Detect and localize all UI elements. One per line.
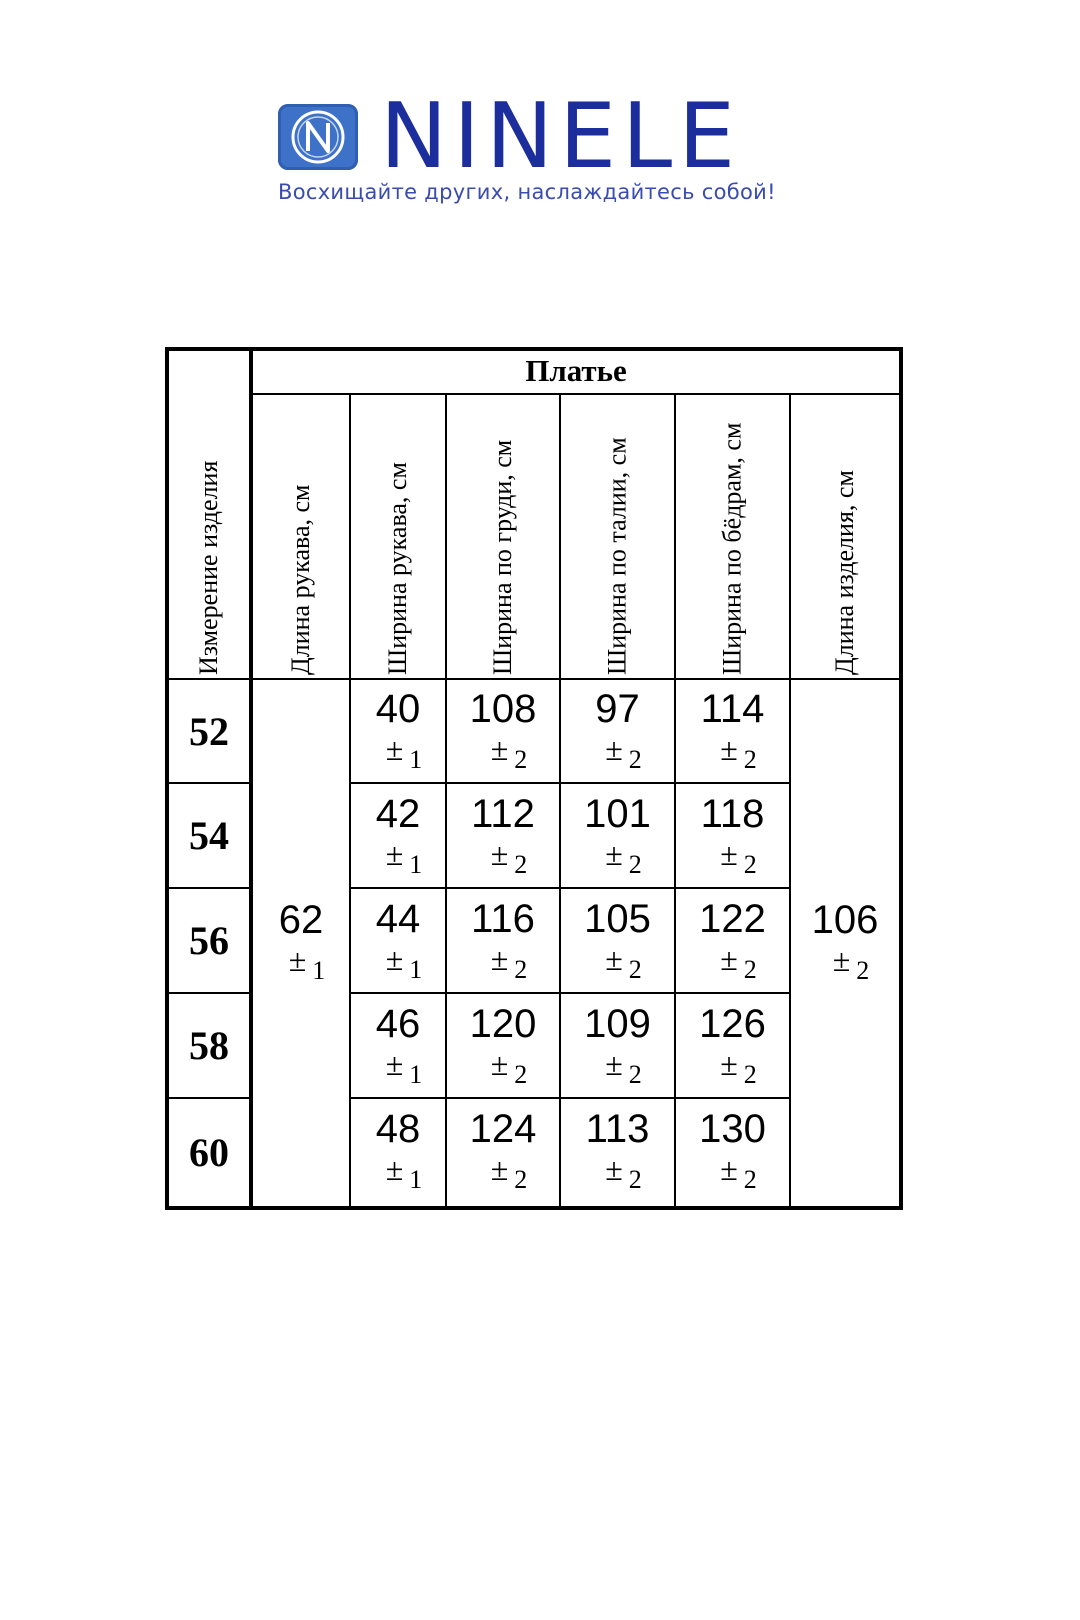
table-cell — [351, 1002, 445, 1089]
plus-minus-sign: ± — [720, 1151, 738, 1187]
table-cell — [351, 792, 445, 879]
table-cell — [351, 1107, 445, 1194]
value-number: 112 — [471, 792, 535, 836]
plus-minus-sign: ± — [605, 731, 623, 767]
tolerance-number: 2 — [743, 745, 757, 774]
plus-minus-sign: ± — [720, 941, 738, 977]
value-number: 62 — [278, 898, 324, 942]
brand-name: NINELE — [380, 84, 742, 189]
size-chart-table — [165, 347, 903, 1210]
sleeve-length-value — [253, 898, 349, 985]
tolerance-number: 1 — [409, 850, 423, 879]
plus-minus-sign: ± — [605, 1151, 623, 1187]
tolerance-number: 1 — [409, 745, 423, 774]
value-tolerance — [351, 835, 445, 879]
value-tolerance — [561, 835, 674, 879]
plus-minus-sign: ± — [832, 942, 851, 978]
plus-minus-sign: ± — [490, 836, 509, 872]
size-label: 58 — [189, 1023, 229, 1068]
tolerance-number: 2 — [628, 1060, 642, 1089]
table-cell — [351, 897, 445, 984]
table-cell — [676, 1002, 789, 1089]
value-number: 108 — [469, 687, 537, 731]
value-tolerance — [351, 1045, 445, 1089]
value-number: 120 — [469, 1002, 537, 1046]
plus-minus-sign: ± — [385, 1046, 404, 1082]
plus-minus-sign: ± — [605, 1046, 623, 1082]
tolerance-number: 2 — [743, 1060, 757, 1089]
value-number: 116 — [471, 897, 535, 941]
value-number: 48 — [375, 1107, 421, 1151]
table-cell — [447, 897, 559, 984]
tolerance-number: 2 — [856, 956, 870, 985]
value-tolerance — [561, 1150, 674, 1194]
value-number: 113 — [585, 1107, 650, 1151]
value-tolerance — [676, 1045, 789, 1089]
value-number: 106 — [811, 898, 879, 942]
product-length-value — [791, 898, 899, 985]
column-header-hip-width: Ширина по бёдрам, см — [717, 422, 747, 675]
value-number: 114 — [700, 687, 765, 731]
size-label: 54 — [189, 813, 229, 858]
tolerance-number: 2 — [628, 745, 642, 774]
tolerance-number: 2 — [628, 850, 642, 879]
table-cell — [561, 897, 674, 984]
value-tolerance — [351, 1150, 445, 1194]
value-tolerance — [447, 835, 559, 879]
plus-minus-sign: ± — [720, 1046, 738, 1082]
divider-row-2-mid — [349, 887, 791, 889]
plus-minus-sign: ± — [385, 836, 404, 872]
table-cell — [676, 897, 789, 984]
value-tolerance — [253, 941, 349, 985]
tolerance-number: 1 — [409, 1165, 423, 1194]
tolerance-number: 2 — [514, 1165, 528, 1194]
table-cell — [561, 1002, 674, 1089]
value-number: 118 — [700, 792, 765, 836]
table-cell — [447, 792, 559, 879]
value-tolerance — [447, 1045, 559, 1089]
plus-minus-sign: ± — [288, 942, 307, 978]
table-cell — [561, 1107, 674, 1194]
value-tolerance — [351, 730, 445, 774]
table-cell — [447, 1107, 559, 1194]
value-number: 42 — [375, 792, 421, 836]
value-number: 109 — [584, 1002, 651, 1046]
tolerance-number: 2 — [743, 850, 757, 879]
tolerance-number: 2 — [514, 1060, 528, 1089]
value-number: 46 — [375, 1002, 421, 1046]
column-header-chest-width: Ширина по груди, см — [488, 439, 518, 675]
divider-row-3-mid — [349, 992, 791, 994]
column-header-waist-width: Ширина по талии, см — [602, 437, 632, 675]
value-tolerance — [676, 940, 789, 984]
table-cell — [676, 687, 789, 774]
tolerance-number: 2 — [514, 955, 528, 984]
tolerance-number: 2 — [743, 1165, 757, 1194]
plus-minus-sign: ± — [490, 941, 509, 977]
divider-row-1-mid — [349, 782, 791, 784]
value-tolerance — [561, 1045, 674, 1089]
plus-minus-sign: ± — [490, 1151, 509, 1187]
tolerance-number: 2 — [628, 955, 642, 984]
value-tolerance — [561, 940, 674, 984]
value-tolerance — [676, 835, 789, 879]
tolerance-number: 1 — [409, 1060, 423, 1089]
value-number: 44 — [375, 897, 421, 941]
plus-minus-sign: ± — [720, 731, 738, 767]
tolerance-number: 1 — [312, 956, 326, 985]
value-tolerance — [447, 730, 559, 774]
table-cell — [561, 792, 674, 879]
brand-logo — [278, 84, 808, 210]
brand-mark-icon — [278, 104, 358, 170]
value-number: 122 — [699, 897, 766, 941]
value-number: 105 — [584, 897, 651, 941]
divider-row-4-mid — [349, 1097, 791, 1099]
value-tolerance — [351, 940, 445, 984]
plus-minus-sign: ± — [385, 1151, 404, 1187]
value-number: 97 — [595, 687, 640, 731]
plus-minus-sign: ± — [385, 731, 404, 767]
table-cell — [561, 687, 674, 774]
value-number: 40 — [375, 687, 421, 731]
brand-tagline: Восхищайте других, наслаждайтесь собой! — [278, 180, 776, 204]
size-label: 56 — [189, 918, 229, 963]
plus-minus-sign: ± — [605, 941, 623, 977]
value-tolerance — [791, 941, 899, 985]
plus-minus-sign: ± — [490, 1046, 509, 1082]
size-label: 60 — [189, 1130, 229, 1175]
value-number: 124 — [469, 1107, 537, 1151]
tolerance-number: 2 — [514, 850, 528, 879]
plus-minus-sign: ± — [385, 941, 404, 977]
value-tolerance — [447, 1150, 559, 1194]
plus-minus-sign: ± — [605, 836, 623, 872]
value-number: 130 — [699, 1107, 766, 1151]
value-tolerance — [561, 730, 674, 774]
value-tolerance — [676, 730, 789, 774]
tolerance-number: 2 — [514, 745, 528, 774]
tolerance-number: 2 — [743, 955, 757, 984]
column-header-product-length: Длина изделия, см — [830, 470, 860, 675]
table-cell — [447, 1002, 559, 1089]
value-number: 101 — [584, 792, 651, 836]
tolerance-number: 2 — [628, 1165, 642, 1194]
value-number: 126 — [699, 1002, 766, 1046]
table-cell — [676, 792, 789, 879]
table-cell — [351, 687, 445, 774]
value-tolerance — [676, 1150, 789, 1194]
value-tolerance — [447, 940, 559, 984]
column-header-sleeve-width: Ширина рукава, см — [383, 462, 413, 675]
column-header-sleeve-length: Длина рукава, см — [286, 484, 316, 675]
table-cell — [447, 687, 559, 774]
plus-minus-sign: ± — [490, 731, 509, 767]
plus-minus-sign: ± — [720, 836, 738, 872]
row-header-label: Измерение изделия — [194, 460, 224, 675]
table-cell — [676, 1107, 789, 1194]
tolerance-number: 1 — [409, 955, 423, 984]
size-label: 52 — [189, 708, 229, 754]
table-title: Платье — [525, 353, 627, 388]
